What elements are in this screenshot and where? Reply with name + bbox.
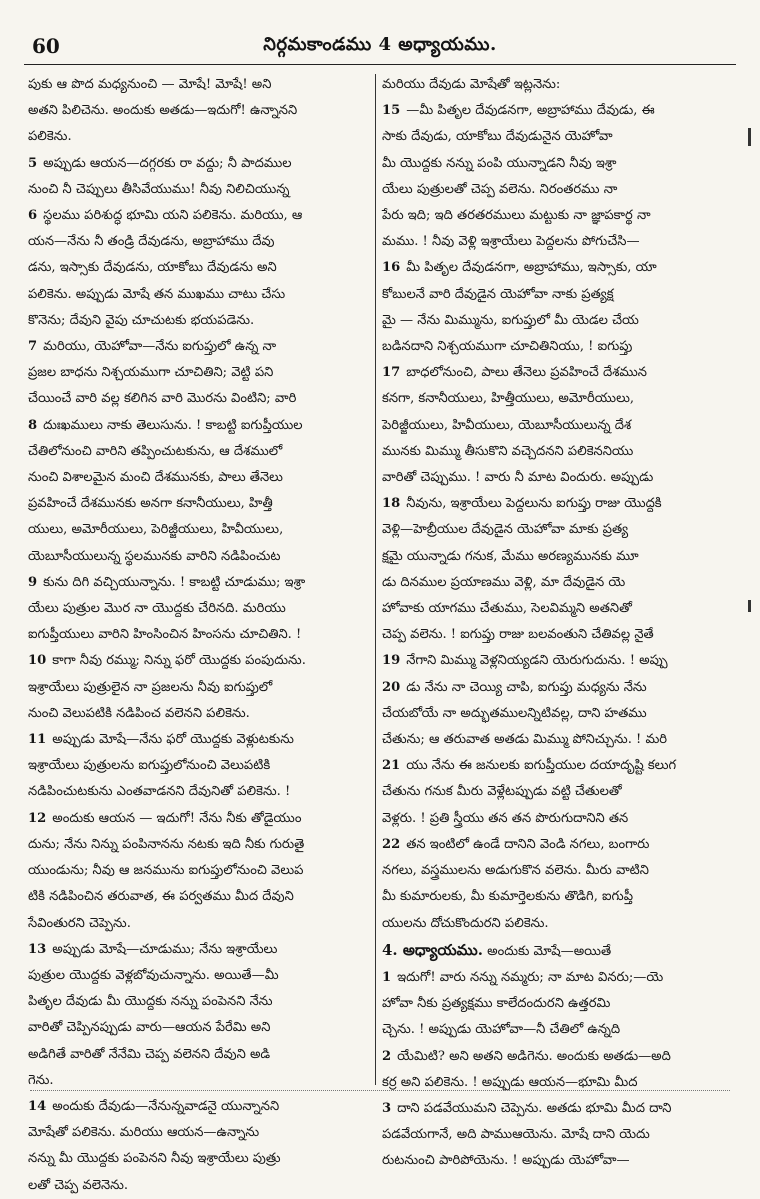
line-text: కును దిగి వచ్చియున్నాను. ! కాబట్టి చూడుము; ఇశ్రా bbox=[43, 574, 306, 590]
line-text: క్షమై యున్నాడు గనుక, మేము అరణ్యమునకు మూ bbox=[382, 548, 639, 564]
text-line bbox=[28, 622, 368, 648]
verse-number: 20 bbox=[382, 679, 401, 695]
text-line bbox=[382, 72, 718, 98]
line-text: కర్ర అని పలికెను. ! అప్పుడు ఆయన—భూమి మీద bbox=[382, 1074, 638, 1090]
verse-paragraph bbox=[382, 491, 718, 648]
text-line bbox=[28, 413, 368, 439]
line-text: బడినదాని నిశ్చయముగా చూచితినియు, ! ఐగుప్తు bbox=[382, 339, 633, 355]
text-line bbox=[28, 675, 368, 701]
line-text: లతో చెప్ప వలెనెను. bbox=[28, 1177, 129, 1193]
text-line bbox=[382, 832, 718, 858]
text-line bbox=[28, 989, 368, 1015]
line-text: నుంచి నీ చెప్పులు తీసివేయుము! నీవు నిలిచియున్న bbox=[28, 181, 290, 197]
verse-number: 21 bbox=[382, 758, 401, 774]
text-line bbox=[28, 282, 368, 308]
text-line bbox=[28, 1042, 368, 1068]
text-line bbox=[382, 753, 718, 779]
line-text: అడిగితే వారితో నేనేమి చెప్ప వలెనని దేవుని అడి bbox=[28, 1046, 271, 1062]
line-text: నన్ను మీ యొద్దకు పంపెనని నీవు ఇశ్రాయేలు పుత్రు bbox=[28, 1151, 281, 1167]
verse-paragraph bbox=[382, 1096, 718, 1175]
text-line bbox=[28, 360, 368, 386]
verse-paragraph bbox=[28, 806, 368, 937]
line-text: నీవును, ఇశ్రాయేలు పెద్దలును ఐగుప్తు రాజు యొద్దకి bbox=[406, 496, 662, 512]
line-text: యుండును; నీవు ఆ జనమును ఐగుప్తులోనుంచి వెలుప bbox=[28, 863, 304, 879]
text-line bbox=[382, 124, 718, 150]
line-text: కొనెను; దేవుని వైపు చూచుటకు భయపడెను. bbox=[28, 312, 255, 328]
line-text: పలికెను. అప్పుడు మోషే తన ముఖము చాటు చేసు bbox=[28, 286, 286, 302]
line-text: ఇశ్రాయేలు పుత్రులను ఐగుప్తులోనుంచి వెలుపటికి bbox=[28, 758, 271, 774]
text-line bbox=[28, 255, 368, 281]
text-line bbox=[382, 1017, 718, 1043]
verse-paragraph bbox=[382, 753, 718, 832]
text-line bbox=[28, 308, 368, 334]
running-title: నిర్గమకాండము 4 అధ్యాయము. bbox=[263, 34, 497, 55]
text-line bbox=[28, 1094, 368, 1120]
text-line bbox=[382, 1096, 718, 1122]
line-text: దుఃఖములు నాకు తెలుసును. ! కాబట్టి ఐగుప్తీయుల bbox=[43, 417, 303, 433]
line-text: చేతిలోనుంచి వారిని తప్పించుటకును, ఆ దేశములో bbox=[28, 443, 283, 459]
page-header bbox=[24, 30, 736, 65]
line-text: బాధలోనుంచి, పాలు తేనెలు ప్రవహించే దేశమున bbox=[406, 365, 647, 381]
verse-number: 5 bbox=[28, 155, 38, 171]
line-text: వారితో చెప్పినప్పుడు వారు—ఆయన పేరేమి అని bbox=[28, 1020, 271, 1036]
footer-rule bbox=[30, 1090, 730, 1091]
text-line bbox=[28, 937, 368, 963]
chapter-heading: 4. అధ్యాయము. bbox=[382, 940, 483, 959]
text-line bbox=[28, 1146, 368, 1172]
line-text: దును; నేను నిన్ను పంపినానను నటకు ఇది నీకు గురుతై bbox=[28, 836, 305, 852]
verse-number: 15 bbox=[382, 103, 401, 119]
text-line bbox=[382, 308, 718, 334]
text-line bbox=[28, 98, 368, 124]
text-line bbox=[382, 884, 718, 910]
verse-number: 14 bbox=[28, 1098, 47, 1114]
line-text: అప్పుడు మోషే—చూడుము; నేను ఇశ్రాయేలు bbox=[52, 941, 278, 957]
verse-number: 8 bbox=[28, 417, 38, 433]
line-text: ఐగుప్తీయులు వారిని హింసించిన హింసను చూచితిని. ! bbox=[28, 627, 302, 643]
verse-number: 22 bbox=[382, 836, 401, 852]
verse-number: 3 bbox=[382, 1100, 392, 1116]
text-line bbox=[382, 413, 718, 439]
text-line bbox=[382, 779, 718, 805]
line-text: నేగాని మిమ్ము వెళ్లనియ్యడని యెరుగుదును. ! అప్పు bbox=[406, 653, 668, 669]
text-line bbox=[28, 779, 368, 805]
line-text: ప్రజల బాధను నిశ్చయముగా చూచితిని; వెట్టి పని bbox=[28, 365, 274, 381]
line-text: చేతును గనుక మీరు వెళ్లేటప్పుడు వట్టి చేతులతో bbox=[382, 784, 622, 800]
verse-paragraph bbox=[28, 203, 368, 334]
verse-paragraph bbox=[382, 648, 718, 674]
text-line bbox=[382, 465, 718, 491]
verse-paragraph bbox=[28, 72, 368, 151]
line-text: మీ కుమారులకు, మీ కుమార్తెలకును తొడిగి, ఐగుప్తీ bbox=[382, 889, 634, 905]
text-line bbox=[382, 858, 718, 884]
text-line bbox=[382, 544, 718, 570]
text-line bbox=[28, 203, 368, 229]
text-line bbox=[28, 884, 368, 910]
text-line bbox=[28, 386, 368, 412]
verse-number: 1 bbox=[382, 969, 392, 985]
line-text: యేలు పుత్రులతో చెప్ప వలెను. నిరంతరము నా bbox=[382, 181, 618, 197]
line-text: చేతును; ఆ తరువాత అతడు మిమ్ము పోనిచ్చును. ! మరి bbox=[382, 732, 668, 748]
text-line bbox=[28, 517, 368, 543]
line-text: చ్చెను. ! అప్పుడు యెహోవా—నీ చేతిలో ఉన్నది bbox=[382, 1022, 621, 1038]
line-text: యన—నేను నీ తండ్రి దేవుడను, అబ్రాహాము దేవు bbox=[28, 234, 275, 250]
line-text: అప్పుడు మోషే—నేను ఫరో యొద్దకు వెళ్లుటకును bbox=[52, 732, 294, 748]
line-text: పడవేయగానే, అది పాముఆయెను. మోషే దాని యెదు bbox=[382, 1127, 650, 1143]
text-line bbox=[28, 229, 368, 255]
text-line bbox=[382, 1148, 718, 1174]
line-text: యేమిటి? అని అతని అడిగెను. అందుకు అతడు—అది bbox=[397, 1048, 671, 1064]
verse-paragraph bbox=[382, 965, 718, 1044]
line-text: దాని పడవేయుమని చెప్పెను. అతడు భూమి మీద దాని bbox=[397, 1100, 672, 1116]
verse-number: 9 bbox=[28, 574, 38, 590]
line-text: మరియు, యెహోవా—నేను ఐగుప్తులో ఉన్న నా bbox=[43, 339, 277, 355]
line-text: అప్పుడు ఆయన—దగ్గరకు రా వద్దు; నీ పాదముల bbox=[43, 155, 292, 171]
text-line bbox=[382, 911, 718, 937]
verse-paragraph bbox=[28, 151, 368, 203]
text-line bbox=[382, 1122, 718, 1148]
text-line bbox=[382, 1044, 718, 1070]
verse-paragraph bbox=[382, 72, 718, 98]
text-line bbox=[28, 544, 368, 570]
line-text: పెరిజ్జీయులు, హివీయులు, యెబూసీయులున్న దేశ bbox=[382, 417, 632, 433]
text-line bbox=[382, 439, 718, 465]
line-text: డు దినముల ప్రయాణము వెళ్లి, మా దేవుడైన యె bbox=[382, 574, 626, 590]
text-line bbox=[382, 622, 718, 648]
right-text-column bbox=[382, 72, 718, 1169]
text-line bbox=[382, 596, 718, 622]
verse-paragraph bbox=[28, 937, 368, 1094]
line-text: ఇదుగో! వారు నన్ను నమ్మరు; నా మాట వినరు;—యె bbox=[397, 969, 664, 985]
text-line bbox=[382, 570, 718, 596]
line-text: యులు, అమోరీయులు, పెరిజ్జీయులు, హివీయులు, bbox=[28, 522, 284, 538]
text-line bbox=[382, 991, 718, 1017]
text-line bbox=[28, 124, 368, 150]
text-line bbox=[382, 491, 718, 517]
line-text: చేయించే వారి వల్ల కలిగిన వారి మొరను వింటిని; వారి bbox=[28, 391, 297, 407]
verse-paragraph bbox=[28, 727, 368, 806]
line-text: అందుకు ఆయన — ఇదుగో! నేను నీకు తోడైయుం bbox=[52, 810, 302, 826]
line-text: ఇశ్రాయేలు పుత్రులైన నా ప్రజలను నీవు ఐగుప్తులో bbox=[28, 679, 273, 695]
verse-paragraph bbox=[382, 360, 718, 491]
text-line bbox=[382, 701, 718, 727]
line-text: మోషేతో పలికెను. మరియు ఆయన—ఉన్నాను bbox=[28, 1125, 260, 1141]
line-text: కాగా నీవు రమ్ము; నిన్ను ఫరో యొద్దకు పంపుదును. bbox=[52, 653, 306, 669]
line-text: వెళ్లి—హెబ్రీయుల దేవుడైన యెహోవా మాకు ప్రత్య bbox=[382, 522, 629, 538]
line-text: యు నేను ఈ జనులకు ఐగుప్తీయుల దయాదృష్టి కలుగ bbox=[406, 758, 677, 774]
line-text: మై — నేను మిమ్మును, ఐగుప్తులో మీ యెడల చేయ bbox=[382, 312, 639, 328]
text-line bbox=[382, 203, 718, 229]
text-line bbox=[28, 491, 368, 517]
line-text: పేరు ఇది; ఇది తరతరములు మట్టుకు నా జ్ఞాపకార్థ నా bbox=[382, 208, 651, 224]
text-line bbox=[28, 701, 368, 727]
text-line bbox=[28, 72, 368, 98]
line-text: ప్రవహించే దేశమునకు అనగా కనానీయులు, హిత్తీ bbox=[28, 496, 273, 512]
line-text: చేయబోయే నా అద్భుతములన్నిటివల్ల, దాని హతము bbox=[382, 705, 647, 721]
text-line bbox=[28, 858, 368, 884]
text-line bbox=[28, 334, 368, 360]
line-text: పుకు ఆ పొద మధ్యనుంచి — మోషే! మోషే! అని bbox=[28, 77, 272, 92]
verse-paragraph bbox=[28, 334, 368, 413]
line-text: పలికెను. bbox=[28, 129, 72, 145]
margin-mark bbox=[748, 128, 751, 146]
text-line bbox=[382, 177, 718, 203]
text-line bbox=[28, 151, 368, 177]
text-line bbox=[382, 965, 718, 991]
verse-number: 13 bbox=[28, 941, 47, 957]
text-line bbox=[28, 570, 368, 596]
verse-number: 17 bbox=[382, 365, 401, 381]
line-text: మము. ! నీవు వెళ్లి ఇశ్రాయేలు పెద్దలను పోగుచేసి— bbox=[382, 234, 640, 250]
verse-number: 19 bbox=[382, 653, 401, 669]
text-line bbox=[28, 465, 368, 491]
verse-number: 16 bbox=[382, 260, 401, 276]
text-line bbox=[382, 648, 718, 674]
text-line bbox=[382, 229, 718, 255]
line-text: నడిపించుటకును ఎంతవాడనని దేవునితో పలికెను. ! bbox=[28, 784, 291, 800]
column-divider bbox=[375, 74, 376, 1085]
line-text: హోవాకు యాగము చేతుము, సెలవిమ్మని అతనితో bbox=[382, 601, 632, 617]
verse-number: 7 bbox=[28, 339, 38, 355]
line-text: అందుకు దేవుడు—నేనున్నవాడనై యున్నానని bbox=[52, 1098, 280, 1114]
text-line bbox=[382, 360, 718, 386]
text-line bbox=[382, 151, 718, 177]
line-text: నుంచి వెలుపటికి నడిపించ వలెనని పలికెను. bbox=[28, 705, 250, 721]
line-text: డు నేను నా చెయ్యి చాపి, ఐగుప్తు మధ్యను నేను bbox=[406, 679, 647, 695]
line-text: అతని పిలిచెను. అందుకు అతడు—ఇదుగో! ఉన్నానని bbox=[28, 103, 298, 119]
text-line bbox=[28, 832, 368, 858]
verse-number: 11 bbox=[28, 732, 47, 748]
line-text: స్థలము పరిశుద్ధ భూమి యని పలికెను. మరియు, ఆ bbox=[43, 208, 303, 224]
left-text-column bbox=[28, 72, 368, 1193]
line-text: యెబూసీయులున్న స్థలమునకు వారిని నడిపించుట bbox=[28, 548, 281, 564]
line-text: పితృల దేవుడు మీ యొద్దకు నన్ను పంపెనని నేను bbox=[28, 994, 273, 1010]
verse-paragraph bbox=[28, 648, 368, 727]
text-line bbox=[28, 596, 368, 622]
line-text: రుటనుంచి పారిపోయెను. ! అప్పుడు యెహోవా— bbox=[382, 1153, 630, 1169]
verse-number: 6 bbox=[28, 208, 38, 224]
line-text: సాకు దేవుడు, యాకోబు దేవుడునైన యెహోవా bbox=[382, 129, 613, 145]
verse-paragraph bbox=[382, 937, 718, 965]
verse-paragraph bbox=[382, 98, 718, 255]
verse-paragraph bbox=[382, 1044, 718, 1096]
line-text: మీ పితృల దేవుడనగా, అబ్రాహాము, ఇస్సాకు, యా bbox=[406, 260, 657, 276]
text-line bbox=[382, 255, 718, 281]
line-text: మీ యొద్దకు నన్ను పంపి యున్నాడని నీవు ఇశ్రా bbox=[382, 155, 617, 171]
verse-paragraph bbox=[382, 832, 718, 937]
margin-mark bbox=[748, 600, 751, 612]
text-line bbox=[382, 675, 718, 701]
verse-number: 12 bbox=[28, 810, 47, 826]
line-text: నగలు, వస్త్రములను అడుగుకొన వలెను. మీరు వాటిని bbox=[382, 863, 649, 879]
text-line bbox=[28, 753, 368, 779]
line-text: నుంచి విశాలమైన మంచి దేశమునకు, పాలు తేనెలు bbox=[28, 470, 283, 486]
line-text: అందుకు మోషే—అయితే bbox=[487, 943, 612, 959]
text-line bbox=[28, 648, 368, 674]
line-text: సేవింతురని చెప్పెను. bbox=[28, 915, 131, 931]
text-line bbox=[28, 1015, 368, 1041]
text-line bbox=[28, 1120, 368, 1146]
text-line bbox=[28, 806, 368, 832]
line-text: —మీ పితృల దేవుడనగా, అబ్రాహాము దేవుడు, ఈ bbox=[406, 103, 655, 119]
line-text: యులను దోచుకొందురని పలికెను. bbox=[382, 915, 549, 931]
text-line bbox=[382, 937, 718, 965]
line-text: గెను. bbox=[28, 1072, 54, 1088]
text-line bbox=[382, 517, 718, 543]
line-text: కోబులనే వారి దేవుడైన యెహోవా నాకు ప్రత్యక్ష bbox=[382, 286, 614, 302]
text-line bbox=[28, 963, 368, 989]
text-line bbox=[382, 386, 718, 412]
text-line bbox=[382, 806, 718, 832]
line-text: వారితో చెప్పుము. ! వారు నీ మాట విందురు. అప్పుడు bbox=[382, 470, 654, 486]
verse-paragraph bbox=[28, 570, 368, 649]
verse-number: 10 bbox=[28, 653, 47, 669]
line-text: మునకు మిమ్ము తీసుకొని వచ్చెదనని పలికెననియు bbox=[382, 443, 634, 459]
verse-paragraph bbox=[28, 1094, 368, 1199]
line-text: మరియు దేవుడు మోషేతో ఇట్లనెను: bbox=[382, 77, 561, 92]
text-line bbox=[28, 439, 368, 465]
line-text: వెళ్లరు. ! ప్రతి స్త్రీయు తన తన పొరుగుదానిని తన bbox=[382, 810, 629, 826]
page-number: 60 bbox=[32, 34, 60, 58]
text-line bbox=[28, 727, 368, 753]
text-line bbox=[382, 727, 718, 753]
line-text: యేలు పుత్రుల మొర నా యొద్దకు చేరినది. మరియు bbox=[28, 601, 286, 617]
text-line bbox=[382, 334, 718, 360]
text-line bbox=[382, 1070, 718, 1096]
line-text: కనగా, కనానీయులు, హిత్తీయులు, అమోరీయులు, bbox=[382, 391, 635, 407]
verse-paragraph bbox=[28, 413, 368, 570]
line-text: టికి నడిపించిన తరువాత, ఈ పర్వతము మీద దేవుని bbox=[28, 889, 294, 905]
text-line bbox=[28, 1173, 368, 1199]
verse-paragraph bbox=[382, 255, 718, 360]
line-text: డను, ఇస్సాకు దేవుడను, యాకోబు దేవుడను అని bbox=[28, 260, 277, 276]
text-line bbox=[382, 98, 718, 124]
text-line bbox=[28, 911, 368, 937]
verse-paragraph bbox=[382, 675, 718, 754]
line-text: చెప్ప వలెను. ! ఐగుప్తు రాజు బలవంతుని చేతివల్ల నైతే bbox=[382, 627, 654, 643]
text-line bbox=[382, 282, 718, 308]
verse-number: 2 bbox=[382, 1048, 392, 1064]
verse-number: 18 bbox=[382, 496, 401, 512]
text-line bbox=[28, 177, 368, 203]
line-text: తన ఇంటిలో ఉండే దానిని వెండి నగలు, బంగారు bbox=[406, 836, 650, 852]
line-text: హోవా నీకు ప్రత్యక్షము కాలేదందురని ఉత్తరమి bbox=[382, 996, 611, 1012]
line-text: పుత్రుల యొద్దకు వెళ్లబోవుచున్నాను. అయితే—మీ bbox=[28, 967, 279, 983]
